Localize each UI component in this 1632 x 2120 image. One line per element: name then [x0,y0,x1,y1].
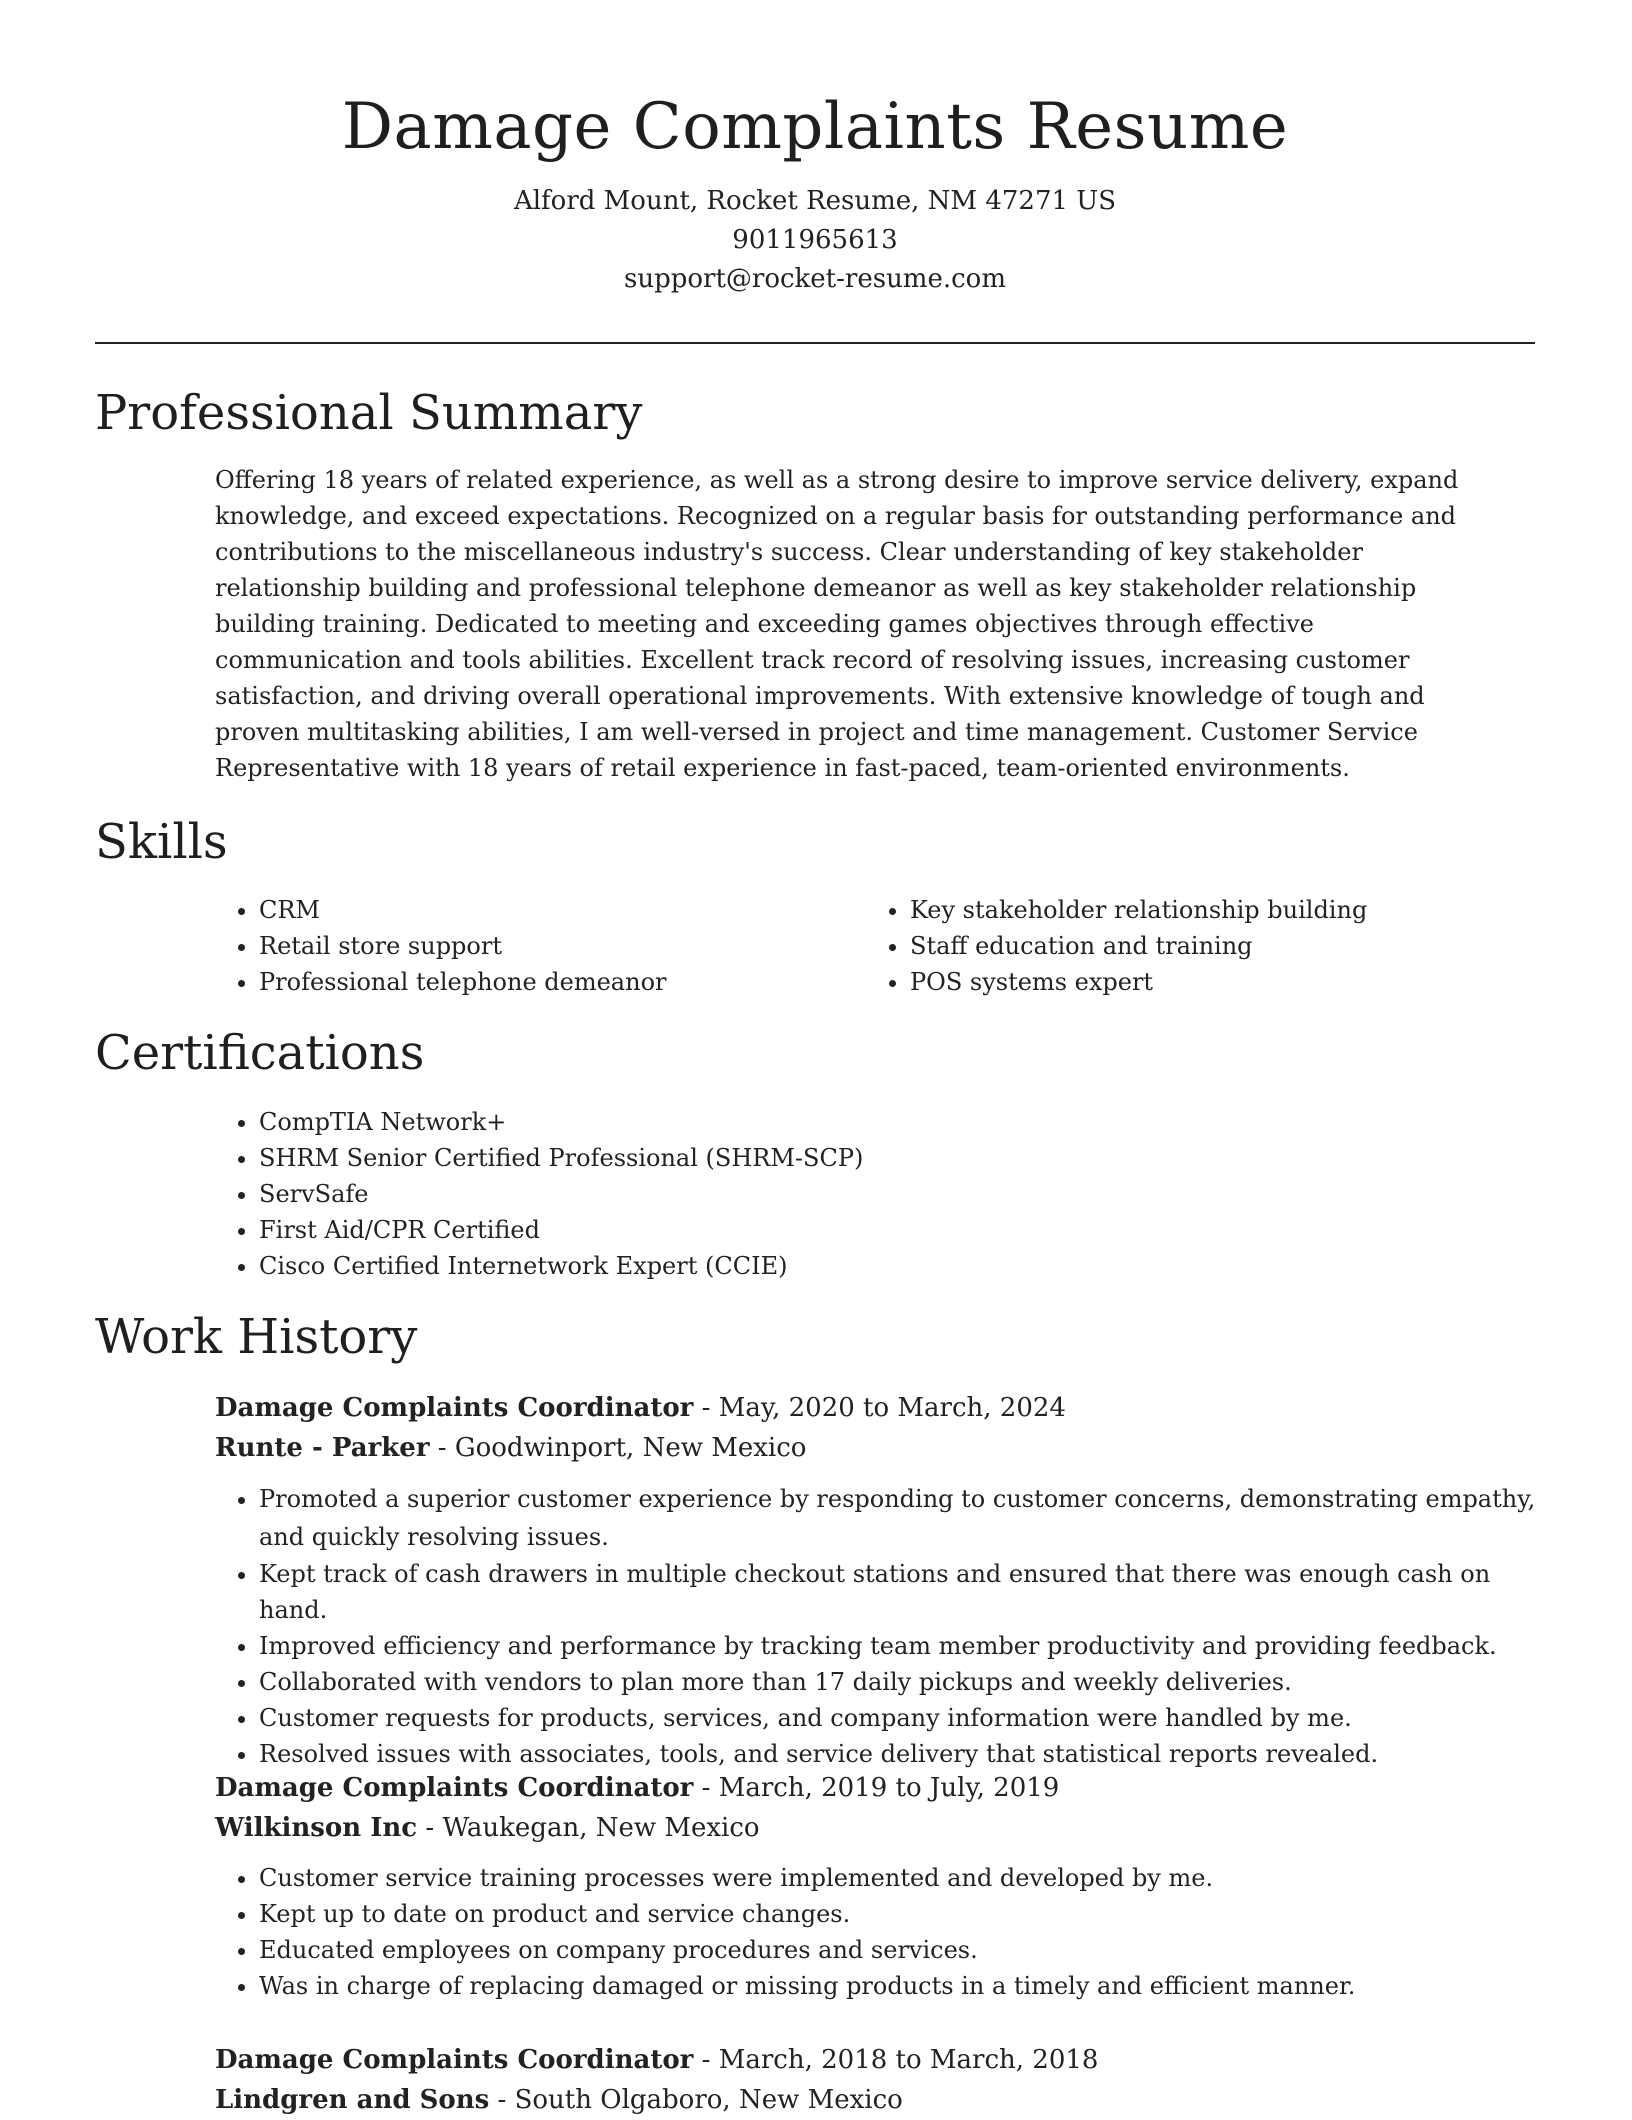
job-separator: - [425,1813,443,1843]
certification-item: • Cisco Certified Internetwork Expert (CCIE) [259,1248,1495,1284]
job-bullet: • Educated employees on company procedures and services. [259,1932,1545,1968]
skills-list-right [866,892,1506,1000]
job-title-line [215,1388,1545,1428]
job-dates: March, 2018 to March, 2018 [718,2045,1099,2075]
skill-item: • CRM [259,892,815,928]
summary-heading: Professional Summary [95,385,643,441]
skills-column-left [215,892,815,1000]
job-separator: - [701,2045,719,2075]
certification-item: • ServSafe [259,1176,1495,1212]
work-history-heading: Work History [95,1309,418,1365]
job-company-line [215,1808,1545,1848]
certifications-list [215,1104,1495,1284]
job-separator: - [701,1393,719,1423]
resume-header [95,82,1535,299]
resume-title: Damage Complaints Resume [341,90,1289,164]
job-company-line [215,1428,1545,1468]
skill-item: • Professional telephone demeanor [259,964,815,1000]
job-bullet: • Improved efficiency and performance by tracking team member productivity and providing feedback. [259,1628,1545,1664]
job-dates: May, 2020 to March, 2024 [718,1393,1066,1423]
job-entry [215,1388,1545,1772]
job-separator: - [437,1433,455,1463]
job-location: South Olgaboro, New Mexico [514,2085,903,2115]
job-bullet: • Customer requests for products, services, and company information were handled by me. [259,1700,1545,1736]
job-location: Waukegan, New Mexico [442,1813,760,1843]
skill-item: • POS systems expert [910,964,1506,1000]
certification-item: • SHRM Senior Certified Professional (SHRM-SCP) [259,1140,1495,1176]
certification-item: • First Aid/CPR Certified [259,1212,1495,1248]
job-title: Damage Complaints Coordinator [215,1393,694,1423]
skills-column-right [866,892,1506,1000]
certifications-heading: Certifications [95,1025,425,1081]
job-company: Lindgren and Sons [215,2085,490,2115]
job-bullet: • Kept track of cash drawers in multiple checkout stations and ensured that there was enough cash on hand. [259,1556,1545,1628]
certification-item: • CompTIA Network+ [259,1104,1495,1140]
skill-item: • Staff education and training [910,928,1506,964]
certifications-list-wrap [215,1104,1495,1284]
summary-text: Offering 18 years of related experience, as well as a strong desire to improve service delivery, expand knowledge, and exceed expectations. Recognized on a regular basis for outstanding performance and contributions to the miscellaneous industry's success. Clear understanding of key stakeholder relationship building and professional telephone demeanor as well as key stakeholder relationship building training. Dedicated to meeting and exceeding games objectives through effective communication and tools abilities. Excellent track record of resolving issues, increasing customer satisfaction, and driving overall operational improvements. With extensive knowledge of tough and proven multitasking abilities, I am well-versed in project and time management. Customer Service Representative with 18 years of retail experience in fast-paced, team-oriented environments. [215,466,1459,782]
job-company-line [215,2080,1545,2120]
skill-item: • Key stakeholder relationship building [910,892,1506,928]
job-separator: - [497,2085,515,2115]
skills-heading: Skills [95,814,228,870]
job-bullet: • Promoted a superior customer experience by responding to customer concerns, demonstrating empathy, and quickly resolving issues. [259,1480,1545,1556]
phone-text: 9011965613 [732,225,898,255]
address-text: Alford Mount, Rocket Resume, NM 47271 US [513,186,1117,216]
job-dates: March, 2019 to July, 2019 [718,1773,1060,1803]
email-text: support@rocket-resume.com [623,264,1006,294]
job-entry [215,2040,1545,2120]
job-location: Goodwinport, New Mexico [454,1433,807,1463]
job-entry [215,1768,1545,2004]
job-separator: - [701,1773,719,1803]
job-bullets [215,1480,1545,1772]
job-bullet: • Kept up to date on product and service changes. [259,1896,1545,1932]
job-title: Damage Complaints Coordinator [215,1773,694,1803]
job-title-line [215,1768,1545,1808]
job-bullet: • Was in charge of replacing damaged or missing products in a timely and efficient manner. [259,1968,1545,2004]
job-title-line [215,2040,1545,2080]
job-bullet: • Customer service training processes were implemented and developed by me. [259,1860,1545,1896]
job-title: Damage Complaints Coordinator [215,2045,694,2075]
job-bullet: • Resolved issues with associates, tools, and service delivery that statistical reports revealed. [259,1736,1545,1772]
header-divider [95,342,1535,344]
job-bullet: • Collaborated with vendors to plan more than 17 daily pickups and weekly deliveries. [259,1664,1545,1700]
job-company: Runte - Parker [215,1433,430,1463]
job-company: Wilkinson Inc [215,1813,418,1843]
skills-list-left [215,892,815,1000]
job-bullets [215,1860,1545,2004]
skill-item: • Retail store support [259,928,815,964]
